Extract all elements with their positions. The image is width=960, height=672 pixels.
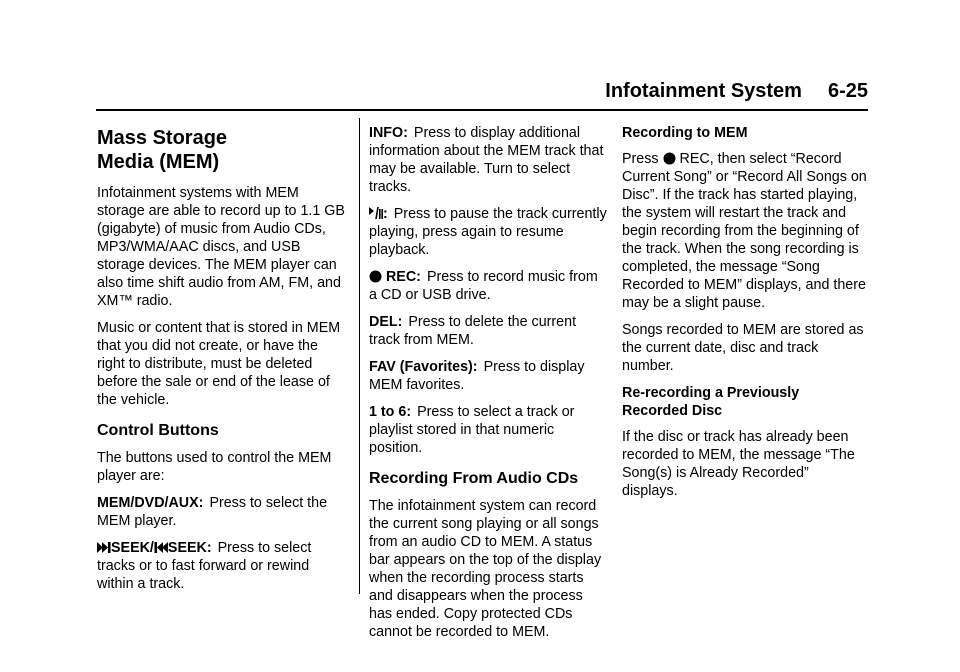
del-desc: Press to delete the current track from MEM.: [369, 314, 577, 348]
content-note: Music or content that is stored in MEM that you did not create, or have the right to distribute, must be deleted before the sale or end of the lease of the vehicle.: [97, 320, 341, 408]
rerecording-paragraph: If the disc or track has already been recorded to MEM, the message “The Song(s) is Already Recorded” displays.: [622, 429, 855, 499]
record-icon: [369, 270, 382, 283]
number-item: [369, 403, 609, 457]
column-2: [369, 124, 609, 650]
section-heading: [97, 126, 349, 174]
mem-item: [97, 494, 349, 530]
stored-paragraph: Songs recorded to MEM are stored as the current date, disc and track number.: [622, 322, 864, 374]
play-pause-icon: [369, 206, 383, 220]
press-word: Press: [622, 151, 659, 167]
column-divider: [359, 118, 360, 594]
recording-heading: Recording From Audio CDs: [369, 470, 579, 487]
section-title: Infotainment System: [605, 80, 802, 102]
recording-instructions: [622, 150, 868, 312]
seek-term-1: SEEK/: [111, 540, 154, 556]
rec-desc: Press to record music from a CD or USB drive.: [369, 269, 598, 303]
rec-item: [369, 268, 609, 304]
recording-paragraph: The infotainment system can record the current song playing or all songs from an audio CD to MEM. A status bar appears on the top of the display when the recording process starts and disappears when the process has ended. Copy protected CDs cannot be recorded to MEM.: [369, 498, 602, 640]
column-3: [622, 124, 868, 509]
page-header: [96, 80, 868, 103]
pause-item: [369, 205, 609, 259]
column-1: [97, 124, 349, 602]
pause-term: :: [383, 206, 388, 222]
heading-line-1: Mass Storage: [97, 127, 228, 149]
control-intro: The buttons used to control the MEM player are:: [97, 450, 332, 484]
rec-term: REC:: [385, 269, 421, 285]
page-number: 6-25: [827, 80, 868, 102]
info-item: [369, 124, 609, 196]
header-rule: [96, 109, 868, 111]
recording-to-mem-heading: Recording to MEM: [622, 125, 748, 141]
pause-desc: Press to pause the track currently playing, press again to resume playback.: [369, 206, 607, 258]
number-desc: Press to select a track or playlist stored in that numeric position.: [369, 404, 575, 456]
number-term: 1 to 6:: [369, 404, 412, 420]
fav-desc: Press to display MEM favorites.: [369, 359, 585, 393]
mem-desc: Press to select the MEM player.: [97, 495, 328, 529]
seek-item: [97, 539, 349, 593]
seek-desc: Press to select tracks or to fast forward or rewind within a track.: [97, 540, 312, 592]
control-buttons-heading: Control Buttons: [97, 422, 219, 439]
record-icon: [663, 152, 676, 165]
del-item: [369, 313, 609, 349]
seek-forward-icon: [97, 541, 111, 554]
mem-term: MEM/DVD/AUX:: [97, 495, 204, 511]
heading-line-2: Media (MEM): [97, 151, 220, 173]
fav-item: [369, 358, 609, 394]
del-term: DEL:: [369, 314, 403, 330]
seek-back-icon: [154, 541, 168, 554]
info-desc: Press to display additional information about the MEM track that may be available. Turn to select tracks.: [369, 125, 604, 195]
fav-term: FAV (Favorites):: [369, 359, 478, 375]
rerecording-heading: Re-recording a Previously Recorded Disc: [622, 385, 800, 419]
seek-term-2: SEEK:: [167, 540, 212, 556]
recording-instructions-text: REC, then select “Record Current Song” or “Record All Songs on Disc”. If the track has started playing, the system will restart the track and begin recording from the beginning of the track. When the song recording is completed, the message “Song Recorded to MEM” displays, and there may be a slight pause.: [622, 151, 867, 311]
info-term: INFO:: [369, 125, 408, 141]
intro-paragraph: Infotainment systems with MEM storage are able to record up to 1.1 GB (gigabyte) of music from Audio CDs, MP3/WMA/AAC discs, and USB storage devices. The MEM player can also time shift audio from AM, FM, and XM™ radio.: [97, 185, 345, 309]
